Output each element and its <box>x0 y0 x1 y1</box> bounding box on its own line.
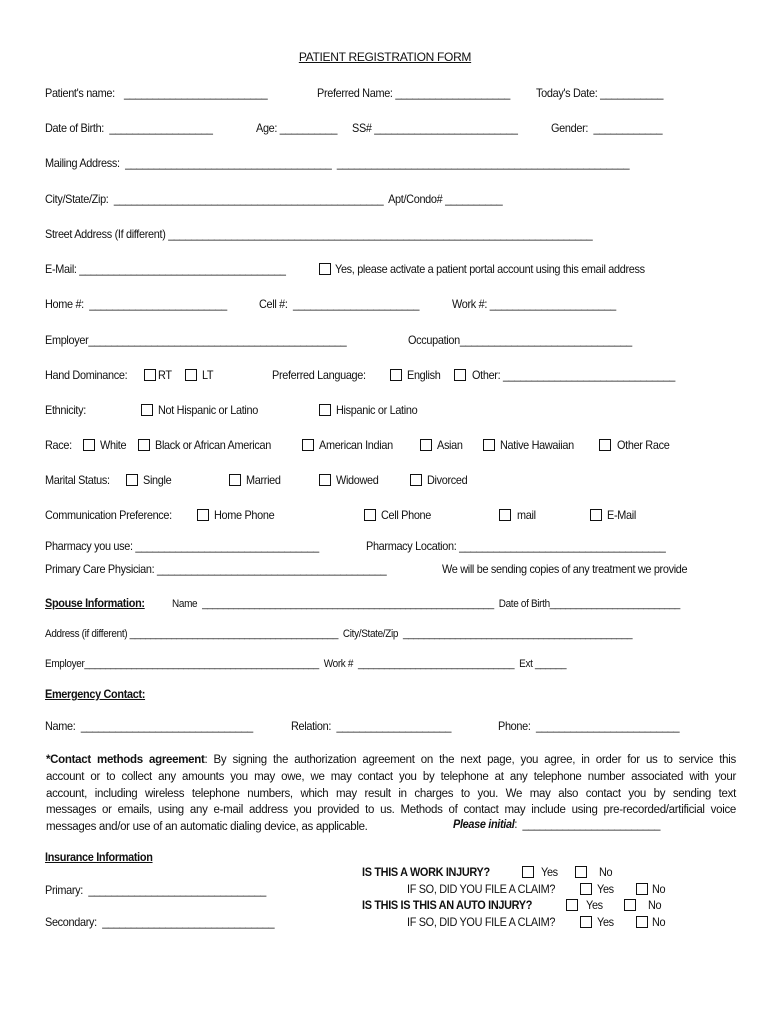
lt-checkbox[interactable] <box>185 369 197 381</box>
auto-claim-no-label: No <box>652 916 666 929</box>
auto-injury-no-label: No <box>648 899 662 912</box>
street-address-field[interactable]: Street Address (If different) __________________________________________________________________________ <box>45 228 593 241</box>
auto-claim-question: IF SO, DID YOU FILE A CLAIM? <box>407 916 556 929</box>
emergency-relation-field[interactable]: Relation: ____________________ <box>291 720 452 733</box>
other-language-checkbox[interactable] <box>454 369 466 381</box>
auto-injury-question: IS THIS IS THIS AN AUTO INJURY? <box>362 899 533 912</box>
native-hawaiian-label: Native Hawaiian <box>500 439 574 452</box>
black-label: Black or African American <box>155 439 271 452</box>
married-label: Married <box>246 474 281 487</box>
cell-phone-checkbox[interactable] <box>364 509 376 521</box>
pcp-note: We will be sending copies of any treatment we provide <box>442 563 688 576</box>
ssn-field[interactable]: SS# _________________________ <box>352 122 518 135</box>
city-state-zip-field[interactable]: City/State/Zip: _______________________________________________ Apt/Condo# __________ <box>45 193 503 206</box>
portal-option-label: Yes, please activate a patient portal account using this email address <box>335 263 645 276</box>
patient-name-field[interactable]: _________________________ <box>124 87 268 100</box>
agreement-line-5: messages and/or use of an automatic dialing device, as applicable. <box>46 821 368 834</box>
email-pref-label: E-Mail <box>607 509 636 522</box>
pharmacy-location-field[interactable]: Pharmacy Location: ____________________________________ <box>366 540 666 553</box>
age-field[interactable]: Age: __________ <box>256 122 338 135</box>
home-phone-label: Home Phone <box>214 509 275 522</box>
agreement-line-1: : By signing the authorization agreement on the next page, you agree, in order for us to service this <box>204 754 736 766</box>
initial-field[interactable]: : ________________________ <box>514 818 661 831</box>
primary-insurance-field[interactable]: Primary: _______________________________ <box>45 884 267 897</box>
not-hispanic-label: Not Hispanic or Latino <box>158 404 258 417</box>
widowed-checkbox[interactable] <box>319 474 331 486</box>
single-label: Single <box>143 474 172 487</box>
mailing-address-field[interactable]: Mailing Address: ____________________________________ ___________________________________________________ <box>45 157 630 170</box>
auto-injury-yes-checkbox[interactable] <box>566 899 578 911</box>
mail-label: mail <box>517 509 536 522</box>
home-phone-checkbox[interactable] <box>197 509 209 521</box>
gender-field[interactable]: Gender: ____________ <box>551 122 663 135</box>
preferred-language-label: Preferred Language: <box>272 369 366 382</box>
single-checkbox[interactable] <box>126 474 138 486</box>
auto-claim-yes-checkbox[interactable] <box>580 916 592 928</box>
preferred-name-field[interactable]: Preferred Name: ____________________ <box>317 87 510 100</box>
initial-label: Please initial <box>453 818 515 831</box>
american-indian-label: American Indian <box>319 439 393 452</box>
lt-label: LT <box>202 369 214 382</box>
form-title: PATIENT REGISTRATION FORM <box>298 50 472 64</box>
english-checkbox[interactable] <box>390 369 402 381</box>
agreement-line-4: messages or emails, using any e-mail address you provided to us. Methods of contact may include using pre-recorded/artificial voice <box>46 804 736 817</box>
widowed-label: Widowed <box>336 474 379 487</box>
work-claim-no-label: No <box>652 883 666 896</box>
rt-label: RT <box>158 369 172 382</box>
email-pref-checkbox[interactable] <box>590 509 602 521</box>
portal-checkbox[interactable] <box>319 263 331 275</box>
email-field[interactable]: E-Mail: ____________________________________ <box>45 263 286 276</box>
emergency-heading: Emergency Contact: <box>45 688 146 701</box>
dob-field[interactable]: Date of Birth: __________________ <box>45 122 213 135</box>
work-claim-no-checkbox[interactable] <box>636 883 648 895</box>
asian-label: Asian <box>437 439 463 452</box>
insurance-heading: Insurance Information <box>45 851 153 864</box>
work-injury-yes-checkbox[interactable] <box>522 866 534 878</box>
hand-dominance-label: Hand Dominance: <box>45 369 128 382</box>
secondary-insurance-field[interactable]: Secondary: ______________________________ <box>45 916 275 929</box>
white-label: White <box>100 439 127 452</box>
agreement-lead: *Contact methods agreement <box>46 754 205 766</box>
work-injury-no-label: No <box>599 866 613 879</box>
white-checkbox[interactable] <box>83 439 95 451</box>
spouse-name-field[interactable]: Name ________________________________________________________ Date of Birth_________________________ <box>172 598 681 610</box>
work-claim-yes-label: Yes <box>597 883 614 896</box>
not-hispanic-checkbox[interactable] <box>141 404 153 416</box>
other-language-field[interactable]: Other: ______________________________ <box>472 369 675 382</box>
american-indian-checkbox[interactable] <box>302 439 314 451</box>
race-label: Race: <box>45 439 72 452</box>
other-race-checkbox[interactable] <box>599 439 611 451</box>
asian-checkbox[interactable] <box>420 439 432 451</box>
cell-phone-field[interactable]: Cell #: ______________________ <box>259 298 420 311</box>
todays-date-field[interactable]: Today's Date: ___________ <box>536 87 664 100</box>
agreement-line-2: account or to collect any amounts you may owe, we may contact you by telephone at any telephone number associated with your <box>46 770 736 783</box>
work-claim-question: IF SO, DID YOU FILE A CLAIM? <box>407 883 556 896</box>
native-hawaiian-checkbox[interactable] <box>483 439 495 451</box>
home-phone-field[interactable]: Home #: ________________________ <box>45 298 227 311</box>
emergency-name-field[interactable]: Name: ______________________________ <box>45 720 253 733</box>
mail-checkbox[interactable] <box>499 509 511 521</box>
work-phone-field[interactable]: Work #: ______________________ <box>452 298 616 311</box>
employer-field[interactable]: Employer_____________________________________________ <box>45 334 347 347</box>
ethnicity-label: Ethnicity: <box>45 404 86 417</box>
married-checkbox[interactable] <box>229 474 241 486</box>
emergency-phone-field[interactable]: Phone: _________________________ <box>498 720 680 733</box>
spouse-heading: Spouse Information: <box>45 597 145 610</box>
black-checkbox[interactable] <box>138 439 150 451</box>
auto-injury-no-checkbox[interactable] <box>624 899 636 911</box>
communication-label: Communication Preference: <box>45 509 172 522</box>
rt-checkbox[interactable] <box>144 369 156 381</box>
pcp-field[interactable]: Primary Care Physician: ________________________________________ <box>45 563 387 576</box>
marital-status-label: Marital Status: <box>45 474 110 487</box>
spouse-employer-field[interactable]: Employer_____________________________________________ Work # ______________________________ Ext ______ <box>45 658 567 670</box>
auto-injury-yes-label: Yes <box>586 899 603 912</box>
other-race-label: Other Race <box>617 439 670 452</box>
spouse-address-field[interactable]: Address (if different) ________________________________________ City/State/Zip ____________________________________________ <box>45 628 633 640</box>
work-injury-question: IS THIS A WORK INJURY? <box>362 866 490 879</box>
work-injury-no-checkbox[interactable] <box>575 866 587 878</box>
pharmacy-field[interactable]: Pharmacy you use: ________________________________ <box>45 540 319 553</box>
auto-claim-no-checkbox[interactable] <box>636 916 648 928</box>
hispanic-checkbox[interactable] <box>319 404 331 416</box>
patient-name-label: Patient's name: <box>45 87 115 100</box>
work-injury-yes-label: Yes <box>541 866 558 879</box>
divorced-label: Divorced <box>427 474 468 487</box>
occupation-field[interactable]: Occupation______________________________ <box>408 334 632 347</box>
auto-claim-yes-label: Yes <box>597 916 614 929</box>
hispanic-label: Hispanic or Latino <box>336 404 418 417</box>
english-label: English <box>407 369 441 382</box>
divorced-checkbox[interactable] <box>410 474 422 486</box>
cell-phone-label: Cell Phone <box>381 509 432 522</box>
agreement-line-3: account, including wireless telephone numbers, which may result in charges to you. We may also contact you by sending text <box>46 787 736 800</box>
work-claim-yes-checkbox[interactable] <box>580 883 592 895</box>
